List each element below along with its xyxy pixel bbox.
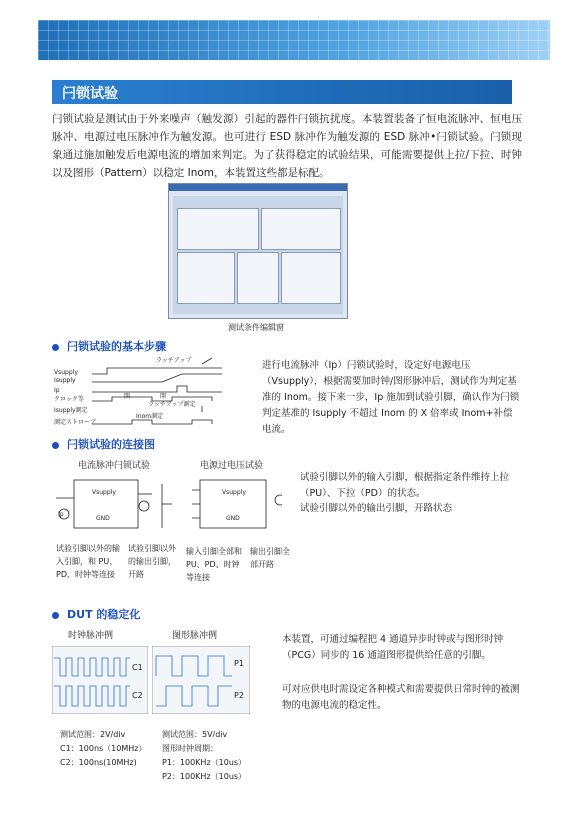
connection-text-1: 试验引脚以外的输入引脚，根据指定条件维持上拉（PU）、下拉（PD）的状态。	[300, 472, 510, 499]
timing-label-isupply-measure: Isupply測定	[54, 407, 88, 414]
note-1: 试验引脚以外的输入引脚，和 PU、PD、时钟等连接	[56, 544, 120, 579]
left-gnd-label: GND	[96, 515, 110, 522]
right-vsupply-label: Vsupply	[222, 489, 246, 496]
pattern-param-1: 测试范围：5V/div	[162, 730, 228, 739]
left-diagram-title: 电流脉冲闩锁试验	[78, 461, 151, 471]
timing-label-open-2: 開	[160, 393, 167, 400]
note-2: 试验引脚以外的输出引脚，开路	[128, 544, 176, 579]
timing-diagram	[52, 354, 232, 434]
pattern-waveform	[152, 646, 250, 714]
basic-steps-text: 进行电流脉冲（Ip）闩锁试验时，设定好电源电压（Vsupply），根据需要加时钟/图形脉冲后，测试作为判定基准的 Inom。接下来一步，Ip 施加到试验引脚，确认作为闩锁判定基准的 Isupply 不超过 Inom 的 X 倍率或 Inom+补偿电流。	[262, 360, 520, 435]
timing-label-vsupply: Vsupply	[54, 369, 78, 376]
connection-diagrams	[52, 474, 282, 538]
pattern-param-3: P1：100KHz（10us）	[162, 758, 247, 767]
ch-label-c2: C2	[132, 691, 143, 700]
ch-label-p2: P2	[234, 691, 244, 700]
pattern-param-4: P2：100KHz（10us）	[162, 772, 247, 781]
bullet-icon	[52, 442, 59, 449]
intro-paragraph: 闩锁试验是测试由于外来噪声（触发源）引起的器件闩锁抗扰度。本装置装备了恒电流脉冲、恒电压脉冲、电源过电压脉冲作为触发源。也可进行 ESD 脉冲作为触发源的 ESD 脉冲•闩锁试验。闩锁现象通过施加触发后电源电流的增加来判定。为了获得稳定的试验结果，可能需要提供上拉/下拉、时钟以及图形（Pattern）以稳定 Inom，本装置这些都是标配。	[52, 113, 522, 179]
section-title-bar	[52, 80, 512, 104]
screenshot-caption: 测试条件编辑窗	[228, 323, 284, 332]
clock-param-1: 测试范围：2V/div	[60, 730, 126, 739]
right-gnd-label: GND	[226, 515, 240, 522]
clock-param-2: C1：100ns（10MHz）	[60, 744, 147, 753]
header-banner	[38, 20, 550, 60]
pattern-example-title: 图形脉冲例	[172, 631, 218, 641]
left-vsupply-label: Vsupply	[92, 489, 116, 496]
clock-waveform	[52, 646, 148, 714]
pattern-param-2: 图形时钟周期：	[162, 744, 218, 753]
timing-label-isupply: Isupply	[54, 377, 76, 384]
ch-label-p1: P1	[234, 659, 244, 668]
bullet-icon	[52, 344, 59, 351]
timing-label-latchup: ラッチアップ	[156, 357, 192, 364]
timing-label-open-1: 開	[124, 393, 131, 400]
connection-text-2: 试验引脚以外的输出引脚，开路状态	[300, 503, 453, 514]
timing-label-strobe: 測定ストローブ	[54, 419, 96, 426]
condition-editor-screenshot	[168, 183, 348, 319]
dut-text-2: 可对应供电时需设定各种模式和需要提供日常时钟的被测物的电源电流的稳定性。	[282, 684, 520, 711]
dut-heading: DUT 的稳定化	[52, 606, 140, 622]
basic-steps-heading: 闩锁试验的基本步骤	[52, 338, 166, 354]
timing-label-ip: Ip	[54, 387, 60, 394]
dut-text-1: 本装置，可通过编程把 4 通道异步时钟或与图形时钟（PCG）同步的 16 通道图形提供给任意的引脚。	[282, 634, 504, 661]
bullet-icon	[52, 612, 59, 619]
note-3: 输入引脚全部和 PU、PD、时钟等连接	[186, 547, 242, 582]
timing-label-latchup-measure: ラッチアップ測定	[148, 401, 196, 408]
timing-label-inom-measure: Inom測定	[136, 413, 164, 420]
connection-heading: 闩锁试验的连接图	[52, 436, 155, 452]
note-4: 输出引脚全部开路	[250, 547, 290, 569]
left-ip-label: Ip	[58, 511, 64, 518]
clock-param-3: C2：100ns(10MHz)	[60, 758, 137, 767]
right-diagram-title: 电源过电压试验	[200, 461, 264, 471]
section-title: 闩锁试验	[62, 86, 118, 102]
clock-example-title: 时钟脉冲例	[68, 631, 114, 641]
ch-label-c1: C1	[132, 663, 143, 672]
timing-label-clock: クロック等	[54, 396, 84, 403]
